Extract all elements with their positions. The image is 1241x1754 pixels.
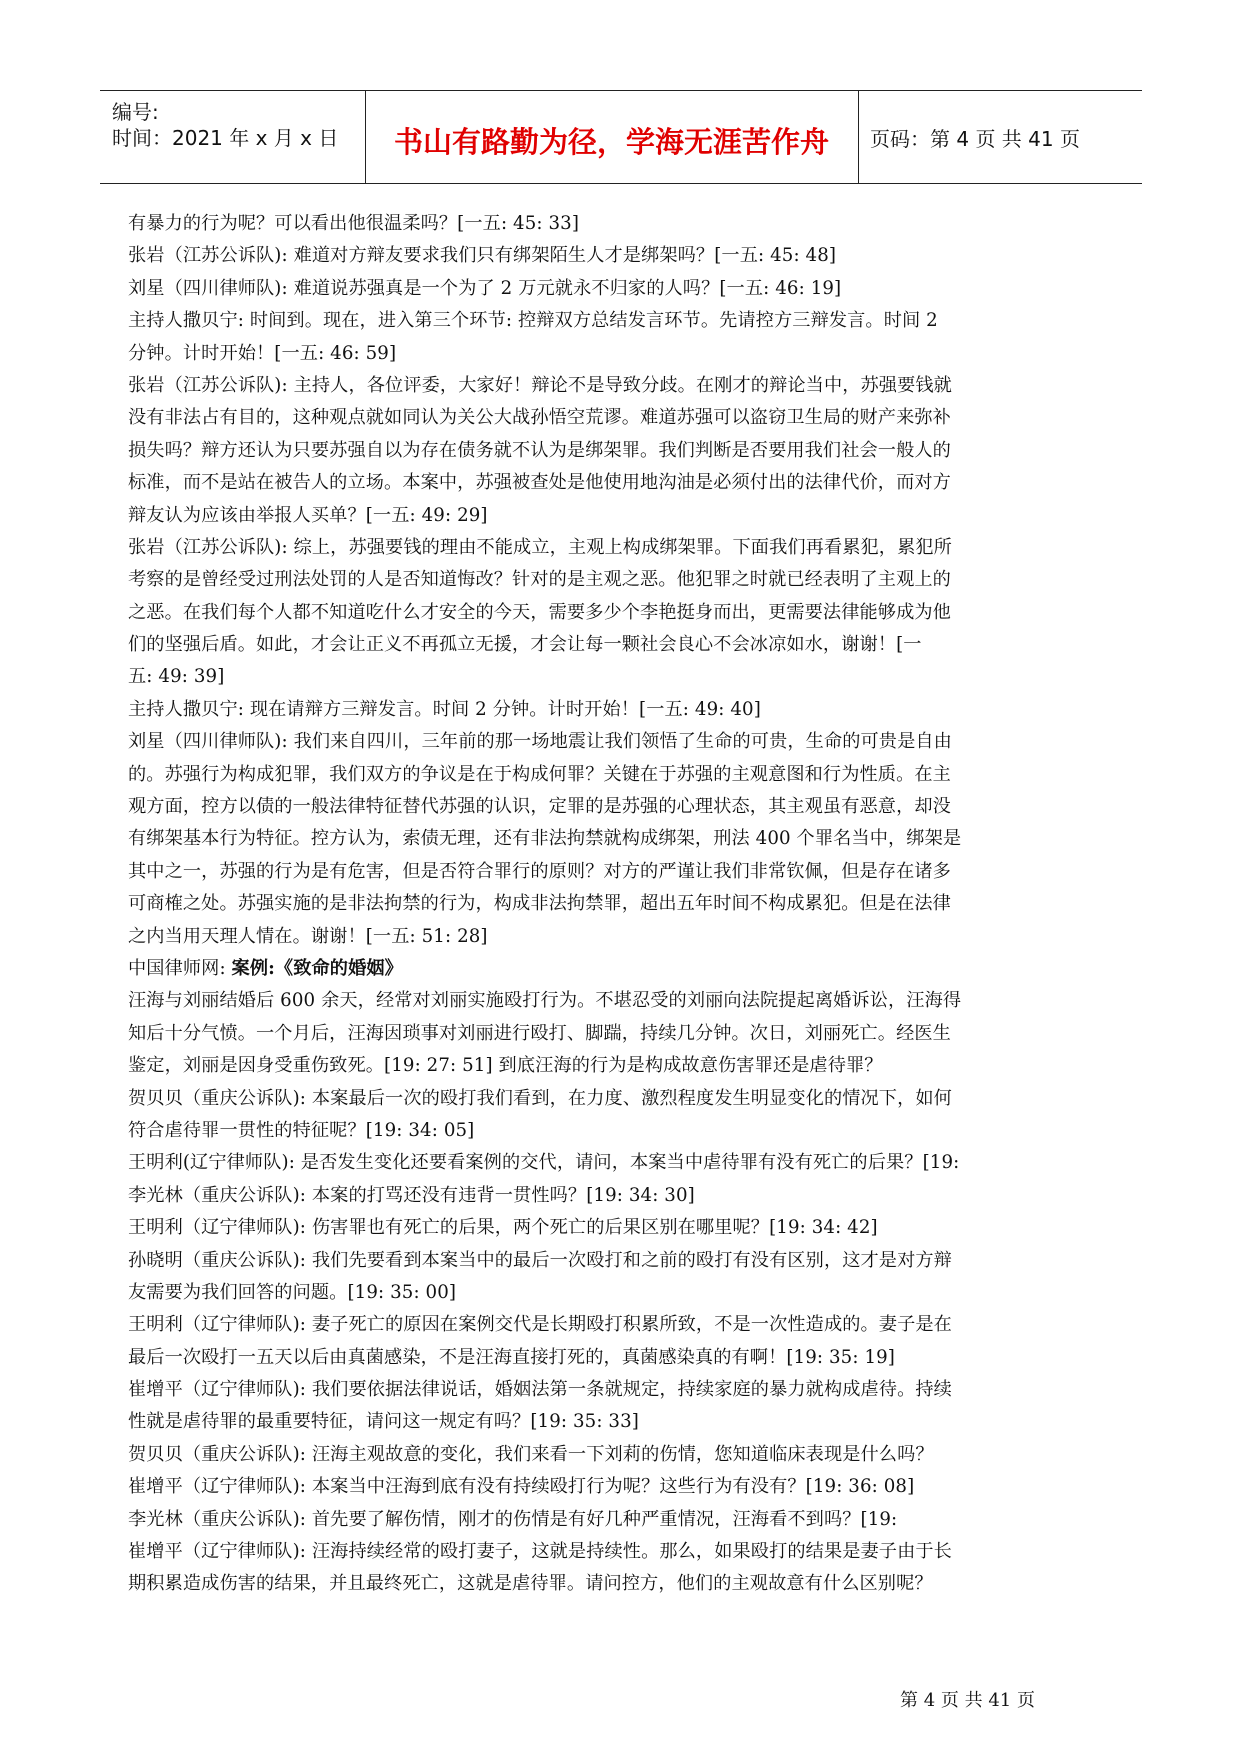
- text-line: 张岩（江苏公诉队): 主持人，各位评委，大家好！辩论不是导致分歧。在刚才的辩论当中，苏强要钱就: [128, 374, 952, 396]
- text-line: 知后十分气愤。一个月后，汪海因琐事对刘丽进行殴打、脚踹，持续几分钟。次日，刘丽死亡。经医生: [128, 1022, 951, 1044]
- text-line: 李光林（重庆公诉队): 本案的打骂还没有违背一贯性吗？[19: 34: 30]: [128, 1184, 695, 1206]
- text-line: 贺贝贝（重庆公诉队): 本案最后一次的殴打我们看到，在力度、激烈程度发生明显变化的情况下，如何: [128, 1087, 952, 1109]
- text-line: 王明利(辽宁律师队): 是否发生变化还要看案例的交代，请问，本案当中虐待罪有没有死亡的后果？[19:: [128, 1152, 960, 1174]
- text-line: 张岩（江苏公诉队): 难道对方辩友要求我们只有绑架陌生人才是绑架吗？[一五: 45: 48]: [128, 245, 837, 267]
- text-line: 期积累造成伤害的结果，并且最终死亡，这就是虐待罪。请问控方，他们的主观故意有什么区别呢？: [128, 1573, 933, 1595]
- text-line: 有暴力的行为呢？可以看出他很温柔吗？[一五: 45: 33]: [128, 213, 580, 234]
- text-line: 的。苏强行为构成犯罪，我们双方的争议是在于构成何罪？关键在于苏强的主观意图和行为性质。在主: [128, 763, 951, 785]
- text-line: 崔增平（辽宁律师队): 本案当中汪海到底有没有持续殴打行为呢？这些行为有没有？[19: 36: 08]: [128, 1476, 915, 1498]
- header-info-cell: [100, 91, 366, 183]
- text-line: 观方面，控方以债的一般法律特征替代苏强的认识，定罪的是苏强的心理状态，其主观虽有恶意，却没: [128, 796, 951, 818]
- text-line: 之内当用天理人情在。谢谢！[一五: 51: 28]: [128, 925, 488, 947]
- document-body: [128, 208, 1116, 1601]
- text-line: 崔增平（辽宁律师队): 我们要依据法律说话，婚姻法第一条就规定，持续家庭的暴力就构成虐待。持续: [128, 1379, 952, 1401]
- text-line: 没有非法占有目的，这种观点就如同认为关公大战孙悟空荒谬。难道苏强可以盗窃卫生局的财产来弥补: [128, 407, 951, 429]
- text-line: 李光林（重庆公诉队): 首先要了解伤情，刚才的伤情是有好几种严重情况，汪海看不到吗？[19:: [128, 1508, 898, 1530]
- text-line: 符合虐待罪一贯性的特征呢？[19: 34: 05]: [128, 1119, 475, 1141]
- motto-text: 书山有路勤为径，学海无涯苦作舟: [393, 125, 829, 159]
- text-line: 崔增平（辽宁律师队): 汪海持续经常的殴打妻子，这就是持续性。那么，如果殴打的结果是妻子由于长: [128, 1541, 952, 1563]
- text-line: 友需要为我们回答的问题。[19: 35: 00]: [128, 1281, 457, 1303]
- text-line: 损失吗？辩方还认为只要苏强自以为存在债务就不认为是绑架罪。我们判断是否要用我们社会一般人的: [128, 439, 951, 461]
- text-line: 主持人撒贝宁: 现在请辩方三辩发言。时间 2 分钟。计时开始！[一五: 49: 40]: [128, 698, 761, 720]
- case-title: 案例:《致命的婚姻》: [231, 957, 403, 979]
- case-heading: [128, 953, 1116, 985]
- text-line: 五: 49: 39]: [128, 666, 225, 688]
- header-page-cell: [860, 91, 1142, 183]
- text-line: 王明利（辽宁律师队): 妻子死亡的原因在案例交代是长期殴打积累所致，不是一次性造成的。妻子是在: [128, 1314, 952, 1336]
- time-label: 时间：2021 年 x 月 x 日: [112, 126, 339, 150]
- header-motto-cell: [365, 91, 859, 183]
- text-line: 其中之一，苏强的行为是有危害，但是否符合罪行的原则？对方的严谨让我们非常钦佩，但是存在诸多: [128, 860, 951, 882]
- text-line: 刘星（四川律师队): 我们来自四川，三年前的那一场地震让我们领悟了生命的可贵，生命的可贵是自由: [128, 731, 952, 753]
- text-line: 标准，而不是站在被告人的立场。本案中，苏强被查处是他使用地沟油是必须付出的法律代价，而对方: [128, 472, 951, 494]
- page-header: [100, 90, 1142, 184]
- text-line: 刘星（四川律师队): 难道说苏强真是一个为了 2 万元就永不归家的人吗？[一五: 46: 19]: [128, 277, 842, 299]
- text-line: 王明利（辽宁律师队): 伤害罪也有死亡的后果，两个死亡的后果区别在哪里呢？[19: 34: 42]: [128, 1217, 878, 1239]
- text-line: 贺贝贝（重庆公诉队): 汪海主观故意的变化，我们来看一下刘莉的伤情，您知道临床表现是什么吗？: [128, 1443, 934, 1465]
- text-line: 汪海与刘丽结婚后 600 余天，经常对刘丽实施殴打行为。不堪忍受的刘丽向法院提起离婚诉讼，汪海得: [128, 990, 962, 1012]
- text-line: 孙晓明（重庆公诉队): 我们先要看到本案当中的最后一次殴打和之前的殴打有没有区别，这才是对方辩: [128, 1249, 952, 1271]
- text-line: 最后一次殴打一五天以后由真菌感染，不是汪海直接打死的，真菌感染真的有啊！[19: 35: 19]: [128, 1346, 895, 1368]
- case-intro: 中国律师网:: [128, 957, 232, 979]
- text-line: 张岩（江苏公诉队): 综上，苏强要钱的理由不能成立，主观上构成绑架罪。下面我们再看累犯，累犯所: [128, 536, 952, 558]
- text-line: 性就是虐待罪的最重要特征，请问这一规定有吗？[19: 35: 33]: [128, 1411, 639, 1433]
- text-line: 鉴定，刘丽是因身受重伤致死。[19: 27: 51] 到底汪海的行为是构成故意伤害罪还是虐待罪？: [128, 1055, 883, 1077]
- text-line: 主持人撒贝宁: 时间到。现在，进入第三个环节: 控辩双方总结发言环节。先请控方三辩发言。时间 2: [128, 310, 938, 332]
- page-footer: 第 4 页 共 41 页: [900, 1690, 1035, 1711]
- text-line: 可商榷之处。苏强实施的是非法拘禁的行为，构成非法拘禁罪，超出五年时间不构成累犯。但是在法律: [128, 893, 951, 915]
- text-line: 们的坚强后盾。如此，才会让正义不再孤立无援，才会让每一颗社会良心不会冰凉如水，谢谢！[一: [128, 634, 922, 656]
- text-line: 分钟。计时开始！[一五: 46: 59]: [128, 342, 397, 364]
- text-line: 考察的是曾经受过刑法处罚的人是否知道悔改？针对的是主观之恶。他犯罪之时就已经表明了主观上的: [128, 569, 951, 591]
- text-line: 之恶。在我们每个人都不知道吃什么才安全的今天，需要多少个李艳挺身而出，更需要法律能够成为他: [128, 601, 951, 623]
- text-line: 辩友认为应该由举报人买单？[一五: 49: 29]: [128, 504, 488, 526]
- text-line: 有绑架基本行为特征。控方认为，索债无理，还有非法拘禁就构成绑架，刑法 400 个罪名当中，绑架是: [128, 828, 962, 850]
- page-code: 页码：第 4 页 共 41 页: [870, 127, 1080, 151]
- number-label: 编号:: [112, 100, 159, 124]
